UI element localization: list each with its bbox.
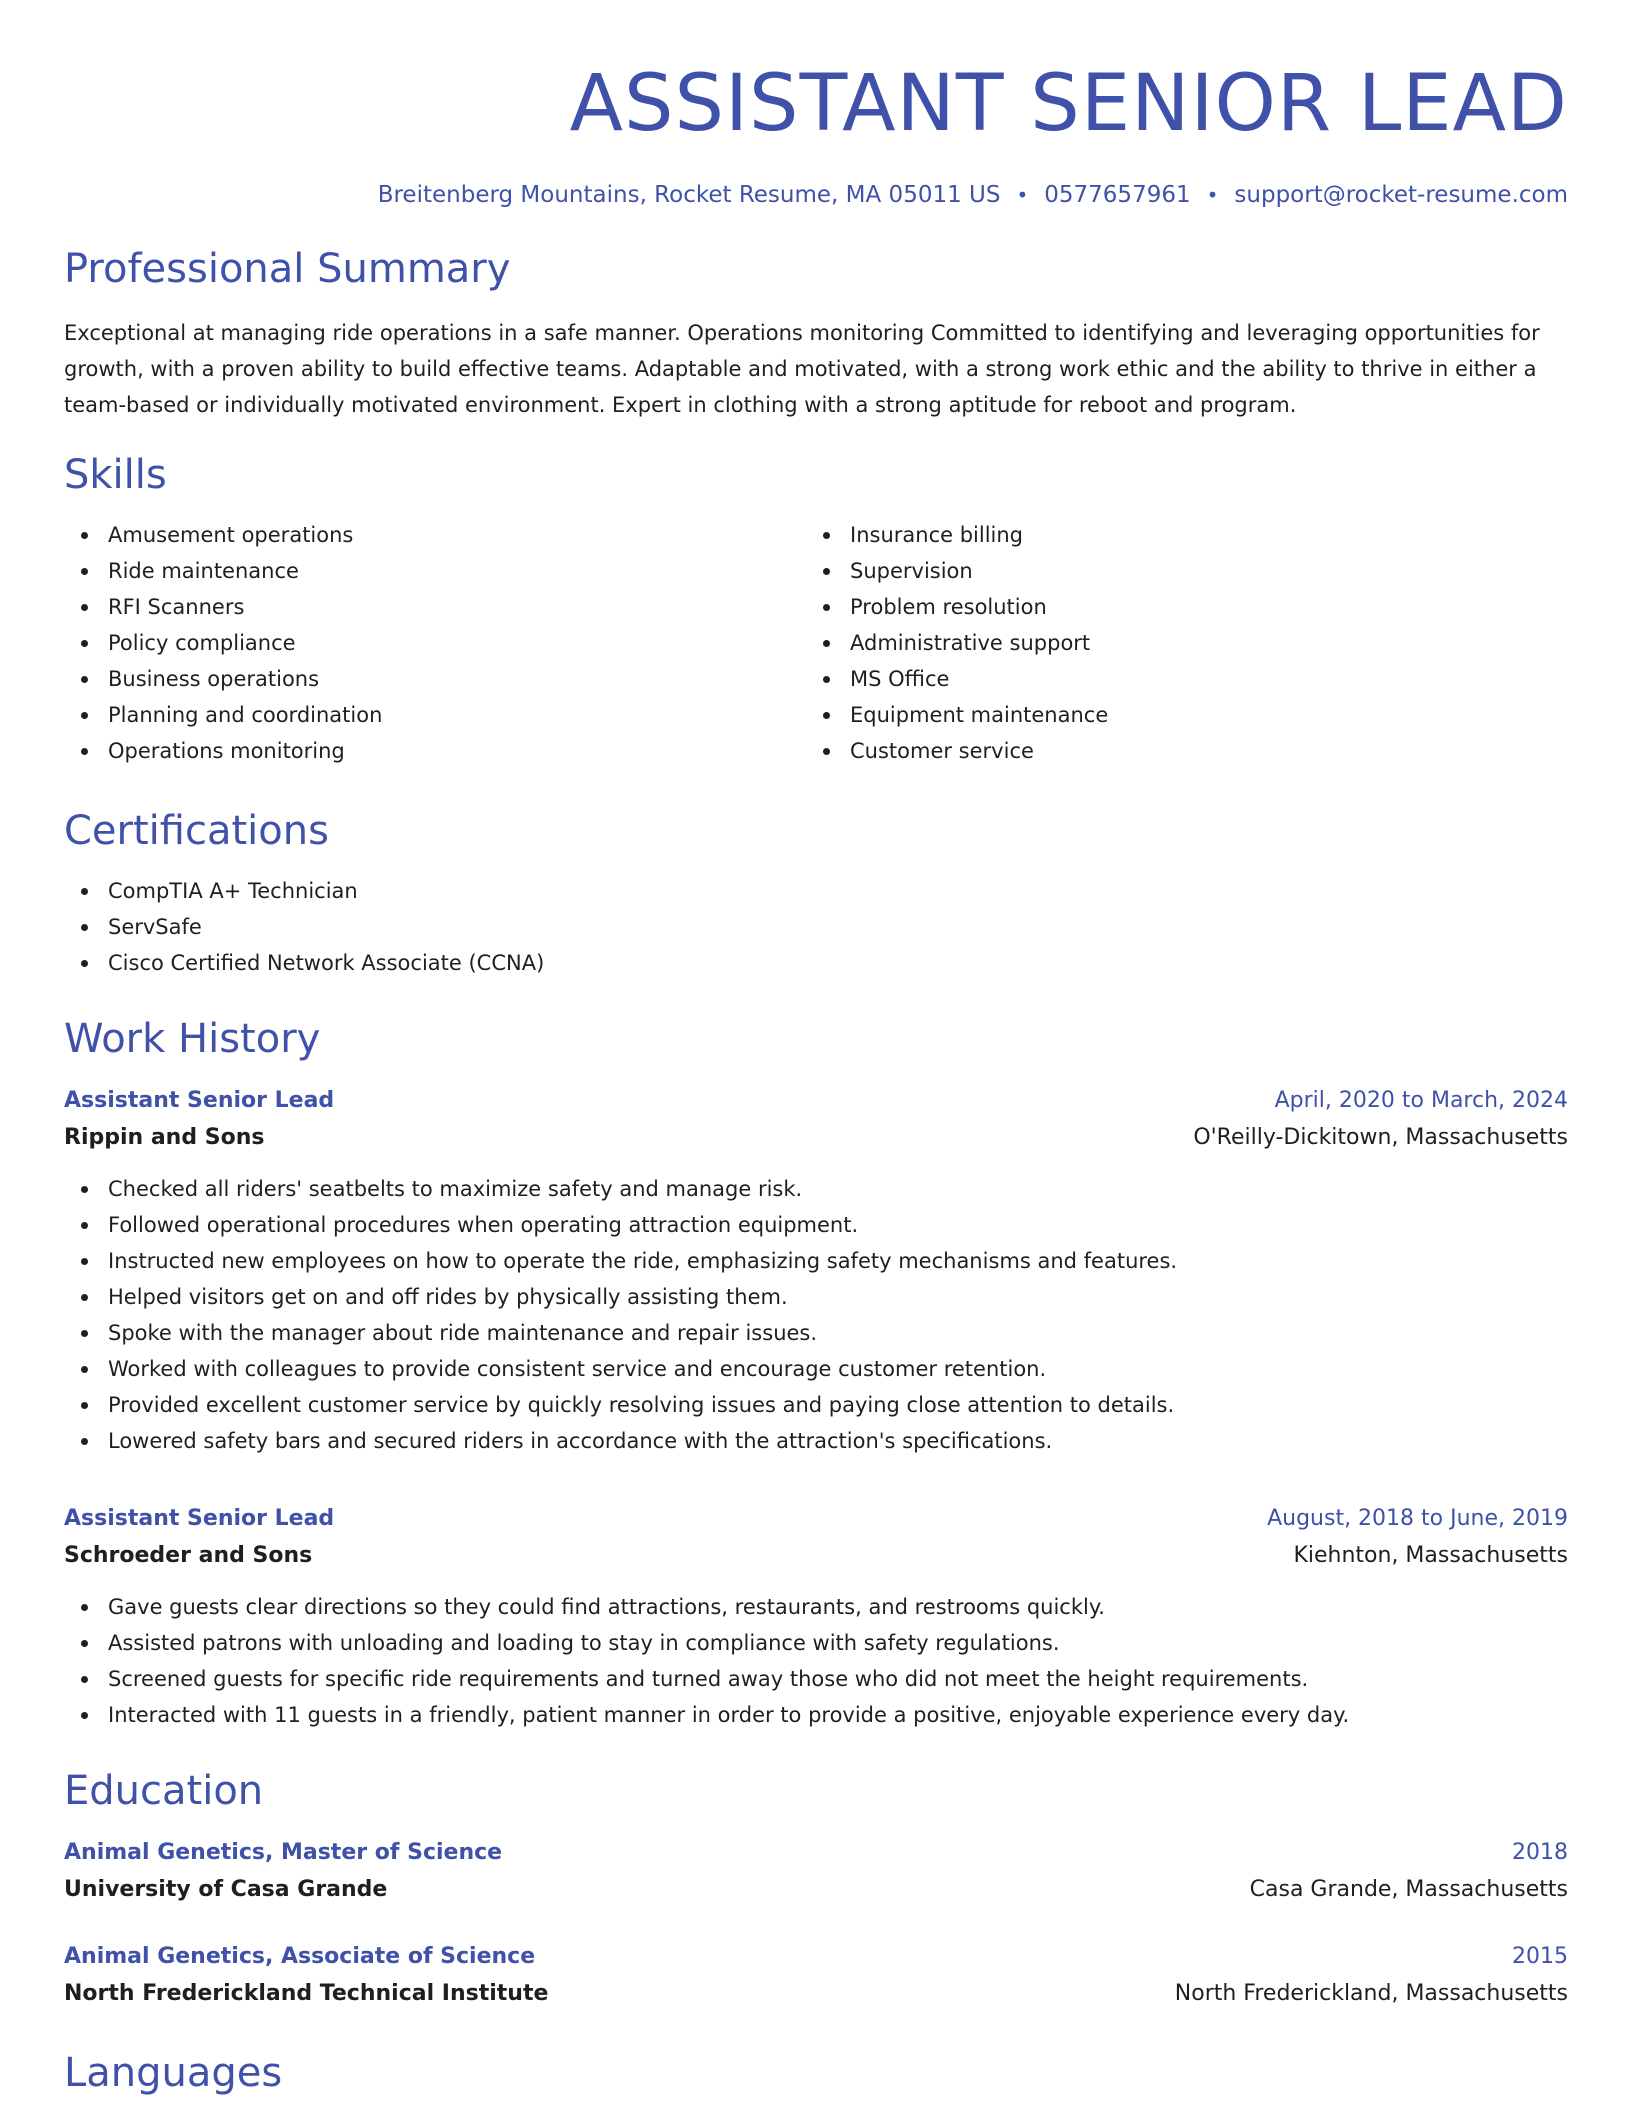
skill-item: Amusement operations <box>64 517 806 553</box>
job-duty: Provided excellent customer service by quickly resolving issues and paying close attention to details. <box>64 1387 1568 1423</box>
certifications-list <box>64 873 1568 981</box>
certifications-heading: Certifications <box>64 808 329 854</box>
job-duty: Instructed new employees on how to operate the ride, emphasizing safety mechanisms and features. <box>64 1243 1568 1279</box>
job-entry <box>64 1501 1568 1733</box>
certification-item: CompTIA A+ Technician <box>64 873 1568 909</box>
skills-column-left <box>64 517 806 769</box>
skill-item: Policy compliance <box>64 625 806 661</box>
job-dates: April, 2020 to March, 2024 <box>1274 1088 1568 1113</box>
job-duty: Interacted with 11 guests in a friendly, patient manner in order to provide a positive, enjoyable experience every day. <box>64 1697 1568 1733</box>
education-year: 2018 <box>1512 1840 1568 1865</box>
job-company: Rippin and Sons <box>64 1125 265 1150</box>
education-degree: Animal Genetics, Associate of Science <box>64 1944 536 1969</box>
job-dates: August, 2018 to June, 2019 <box>1267 1506 1568 1531</box>
job-duty: Spoke with the manager about ride maintenance and repair issues. <box>64 1315 1568 1351</box>
contact-email: support@rocket-resume.com <box>1234 182 1568 208</box>
skill-item: Administrative support <box>806 625 1548 661</box>
job-location: Kiehnton, Massachusetts <box>1293 1543 1568 1568</box>
education-header-row <box>64 1939 1568 1975</box>
job-duties-list <box>64 1171 1568 1459</box>
education-year: 2015 <box>1512 1944 1568 1969</box>
contact-line <box>64 180 1568 210</box>
education-heading: Education <box>64 1768 264 1814</box>
job-duties-list <box>64 1589 1568 1733</box>
job-location: O'Reilly-Dickitown, Massachusetts <box>1193 1125 1568 1150</box>
job-header-row <box>64 1501 1568 1537</box>
education-school: North Frederickland Technical Institute <box>64 1981 549 2006</box>
certification-item: ServSafe <box>64 909 1568 945</box>
resume-page <box>64 0 1568 2112</box>
job-header-row <box>64 1083 1568 1119</box>
contact-phone: 0577657961 <box>1044 182 1191 208</box>
job-duty: Assisted patrons with unloading and loading to stay in compliance with safety regulations. <box>64 1625 1568 1661</box>
education-school-row <box>64 1975 1568 2013</box>
skill-item: Customer service <box>806 733 1548 769</box>
job-duty: Screened guests for specific ride requirements and turned away those who did not meet the height requirements. <box>64 1661 1568 1697</box>
candidate-name: ASSISTANT SENIOR LEAD <box>569 59 1568 149</box>
job-duty: Checked all riders' seatbelts to maximize safety and manage risk. <box>64 1171 1568 1207</box>
education-entry <box>64 1939 1568 2013</box>
contact-separator: • <box>1016 183 1029 207</box>
job-entry <box>64 1083 1568 1459</box>
skills-heading: Skills <box>64 452 167 498</box>
job-duty: Lowered safety bars and secured riders in accordance with the attraction's specifications. <box>64 1423 1568 1459</box>
job-title: Assistant Senior Lead <box>64 1088 335 1113</box>
skill-item: Planning and coordination <box>64 697 806 733</box>
education-header-row <box>64 1835 1568 1871</box>
job-company: Schroeder and Sons <box>64 1543 313 1568</box>
education-school-row <box>64 1871 1568 1909</box>
skill-item: Problem resolution <box>806 589 1548 625</box>
education-school: University of Casa Grande <box>64 1877 388 1902</box>
languages-heading: Languages <box>64 2050 283 2096</box>
education-location: Casa Grande, Massachusetts <box>1249 1877 1568 1902</box>
education-entry <box>64 1835 1568 1909</box>
skills-columns <box>64 517 1568 769</box>
skill-item: Insurance billing <box>806 517 1548 553</box>
skills-list-right <box>806 517 1548 769</box>
job-duty: Worked with colleagues to provide consistent service and encourage customer retention. <box>64 1351 1568 1387</box>
contact-separator: • <box>1206 183 1219 207</box>
summary-text: Exceptional at managing ride operations in a safe manner. Operations monitoring Committed to identifying and leveraging opportunities for growth, with a proven ability to build effective teams. Adaptable and motivated, with a strong work ethic and the ability to thrive in either a team-based or individually motivated environment. Expert in clothing with a strong aptitude for reboot and program. <box>64 321 1540 417</box>
skill-item: Business operations <box>64 661 806 697</box>
certification-item: Cisco Certified Network Associate (CCNA) <box>64 945 1568 981</box>
skill-item: Operations monitoring <box>64 733 806 769</box>
skills-list-left <box>64 517 806 769</box>
summary-heading: Professional Summary <box>64 246 511 292</box>
skill-item: Supervision <box>806 553 1548 589</box>
contact-address: Breitenberg Mountains, Rocket Resume, MA 05011 US <box>377 182 1001 208</box>
job-duty: Helped visitors get on and off rides by physically assisting them. <box>64 1279 1568 1315</box>
job-duty: Gave guests clear directions so they could find attractions, restaurants, and restrooms quickly. <box>64 1589 1568 1625</box>
skill-item: MS Office <box>806 661 1548 697</box>
job-company-row <box>64 1537 1568 1575</box>
job-duty: Followed operational procedures when operating attraction equipment. <box>64 1207 1568 1243</box>
work-history-heading: Work History <box>64 1016 321 1062</box>
education-location: North Frederickland, Massachusetts <box>1174 1981 1568 2006</box>
skill-item: RFI Scanners <box>64 589 806 625</box>
education-degree: Animal Genetics, Master of Science <box>64 1840 503 1865</box>
skills-column-right <box>806 517 1548 769</box>
skill-item: Ride maintenance <box>64 553 806 589</box>
job-title: Assistant Senior Lead <box>64 1506 335 1531</box>
job-company-row <box>64 1119 1568 1157</box>
skill-item: Equipment maintenance <box>806 697 1548 733</box>
